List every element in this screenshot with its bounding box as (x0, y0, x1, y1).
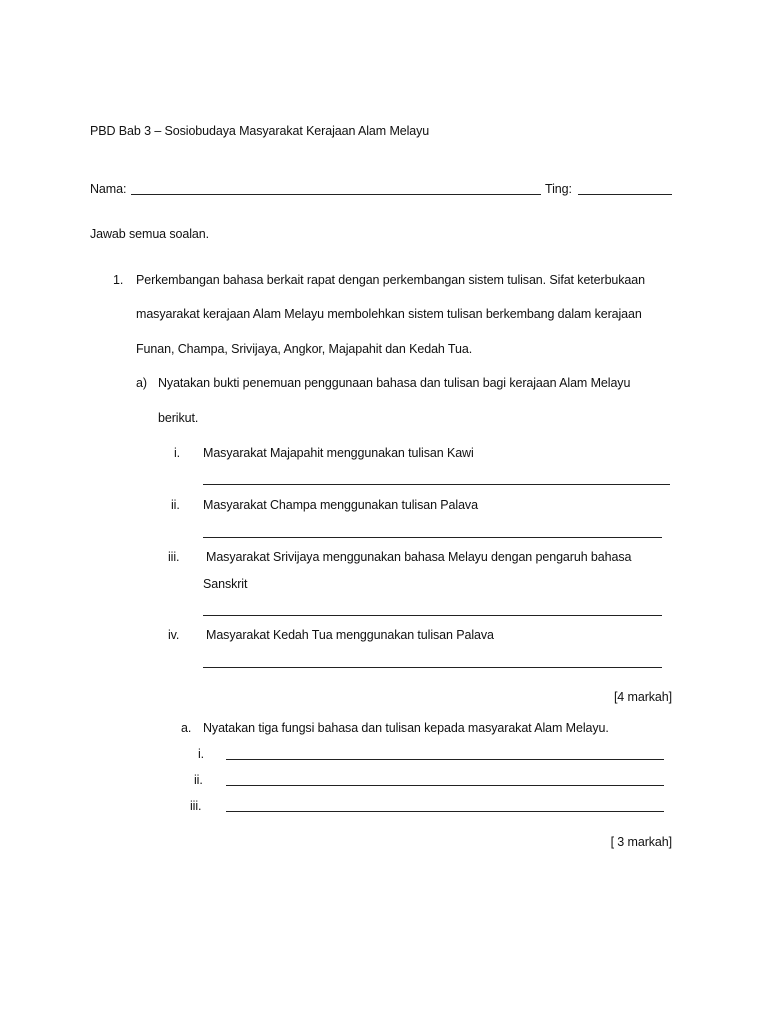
part-b-label: a. (181, 721, 192, 735)
question-intro-line: masyarakat kerajaan Alam Melayu membolehkan sistem tulisan berkembang dalam kerajaan (136, 307, 642, 321)
answer-number: i. (198, 747, 205, 761)
item-number: iii. (168, 550, 180, 564)
item-text: Masyarakat Majapahit menggunakan tulisan Kawi (203, 446, 474, 460)
item-text: Sanskrit (203, 577, 248, 591)
item-text: Masyarakat Srivijaya menggunakan bahasa Melayu dengan pengaruh bahasa (206, 550, 632, 564)
part-a-text-line: berikut. (158, 411, 199, 425)
item-text: Masyarakat Champa menggunakan tulisan Palava (203, 498, 478, 512)
question-intro-line: Funan, Champa, Srivijaya, Angkor, Majapahit dan Kedah Tua. (136, 342, 473, 356)
ting-answer-line[interactable] (578, 194, 672, 195)
item-answer-line[interactable] (203, 484, 670, 485)
answer-number: ii. (194, 773, 203, 787)
instruction-text: Jawab semua soalan. (90, 227, 210, 241)
question-intro-line: Perkembangan bahasa berkait rapat dengan perkembangan sistem tulisan. Sifat keterbukaan (136, 273, 645, 287)
nama-answer-line[interactable] (131, 194, 541, 195)
part-a-label: a) (136, 376, 147, 390)
item-answer-line[interactable] (203, 667, 662, 668)
answer-number: iii. (190, 799, 202, 813)
answer-line[interactable] (226, 759, 664, 760)
ting-label: Ting: (545, 182, 572, 196)
item-number: ii. (171, 498, 180, 512)
part-a-text-line: Nyatakan bukti penemuan penggunaan bahasa dan tulisan bagi kerajaan Alam Melayu (158, 376, 631, 390)
item-answer-line[interactable] (203, 615, 662, 616)
answer-line[interactable] (226, 785, 664, 786)
item-number: i. (174, 446, 181, 460)
part-b-text: Nyatakan tiga fungsi bahasa dan tulisan kepada masyarakat Alam Melayu. (203, 721, 609, 735)
marks-label: [4 markah] (613, 690, 672, 704)
item-answer-line[interactable] (203, 537, 662, 538)
answer-line[interactable] (226, 811, 664, 812)
item-number: iv. (168, 628, 180, 642)
question-number: 1. (113, 273, 124, 287)
nama-label: Nama: (90, 182, 127, 196)
marks-label: [ 3 markah] (610, 835, 672, 849)
item-text: Masyarakat Kedah Tua menggunakan tulisan Palava (206, 628, 494, 642)
page-title: PBD Bab 3 – Sosiobudaya Masyarakat Kerajaan Alam Melayu (90, 124, 430, 138)
